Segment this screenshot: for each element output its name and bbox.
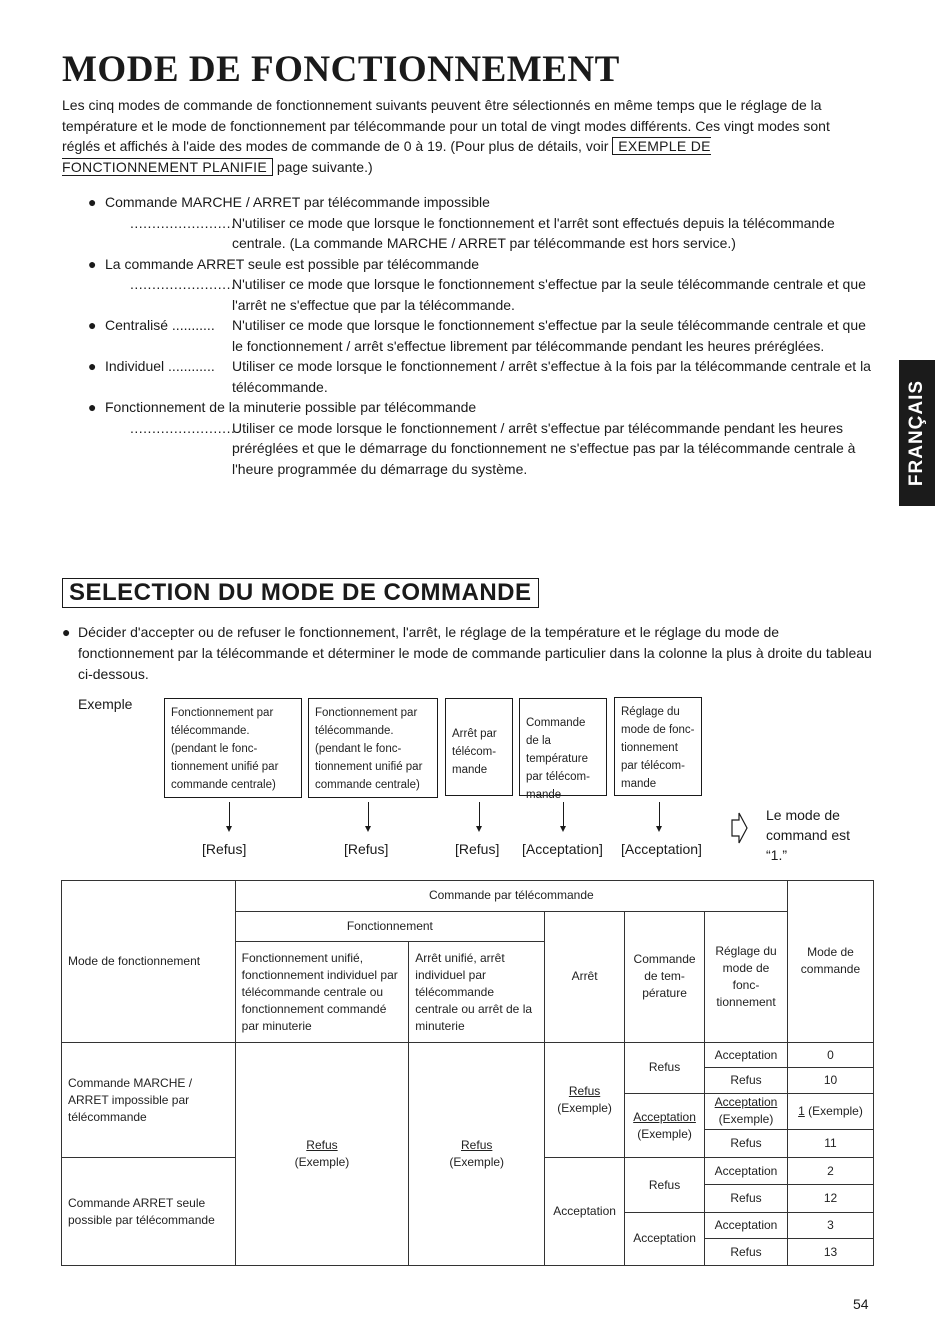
arrow-line — [659, 802, 660, 826]
down-arrow-icon — [560, 826, 566, 832]
cell-mode-number: 13 — [787, 1239, 873, 1266]
list-item-desc: N'utiliser ce mode que lorsque le fonctionnement s'effectue par la seule télécommande centrale et que le fonctionnement / arrêt s'effectue librement par télécommande pendant les heures préréglées. — [232, 317, 866, 354]
bullet-icon: ● — [88, 399, 97, 415]
cell-mode-number: 12 — [787, 1185, 873, 1213]
list-item — [88, 397, 878, 479]
header-unified-stop: Arrêt unifié, arrêt individuel par télécommande centrale ou arrêt de la minuterie — [409, 942, 545, 1042]
page-number: 54 — [853, 1296, 869, 1312]
list-item-desc-wrap — [88, 213, 878, 254]
cell-mode-number: 11 — [787, 1129, 873, 1158]
example-label: Exemple — [78, 696, 133, 712]
schedule-example-reference: EXEMPLE DE FONCTIONNEMENT PLANIFIE — [62, 138, 711, 175]
down-arrow-icon — [476, 826, 482, 832]
mode-result-note-text: Le mode de command est “1.” — [766, 807, 851, 863]
cell-value: Acceptation — [633, 1109, 696, 1124]
cell-temp: Acceptation — [625, 1212, 705, 1265]
example-result: [Refus] — [455, 841, 500, 857]
cell-mode-setting: Refus — [705, 1068, 788, 1094]
example-result: [Acceptation] — [522, 841, 603, 857]
cell-mode-number: 2 — [787, 1158, 873, 1185]
header-remote-control: Commande par télécommande — [235, 881, 787, 912]
example-box-remote-operation: Fonctionnement par télécommande. (pendant le fonc- tionnement unifié par commande centrale) — [164, 698, 302, 798]
bullet-icon: ● — [88, 255, 97, 272]
cell-refus-example — [235, 1042, 409, 1265]
bullet-icon: ● — [88, 317, 97, 333]
cell-mode-setting: Acceptation — [705, 1212, 788, 1239]
section-paragraph — [62, 622, 872, 685]
cell-temp-example — [625, 1093, 705, 1157]
mode-list — [88, 192, 878, 479]
cell-value: Refus — [461, 1137, 493, 1152]
cell-value: (Exemple) — [294, 1154, 350, 1169]
leader-dots: ........... — [171, 317, 215, 333]
right-arrow-icon — [730, 810, 750, 846]
list-item — [88, 192, 878, 254]
cell-value: (Exemple) — [808, 1103, 863, 1118]
header-unified-operation: Fonctionnement unifié, fonctionnement individuel par télécommande centrale ou fonctionnement commandé par minuterie — [235, 942, 409, 1042]
list-item-title: La commande ARRET seule est possible par télécommande — [105, 255, 480, 272]
header-temperature: Commande de tem- pérature — [625, 911, 705, 1042]
list-item-desc: N'utiliser ce mode que lorsque le fonctionnement et l'arrêt sont effectués depuis la télécommande centrale. (La commande MARCHE / ARRET par télécommande est hors service.) — [232, 214, 835, 251]
header-operation-mode: Mode de fonctionnement — [62, 881, 236, 1043]
cell-stop-refus-example — [545, 1042, 625, 1158]
bullet-icon: ● — [88, 358, 97, 374]
cell-value: Refus — [568, 1084, 601, 1099]
cell-mode-setting: Acceptation — [705, 1158, 788, 1185]
example-box-temperature: Commande de la température par télécom- mande — [519, 698, 607, 796]
control-mode-table — [61, 880, 874, 1266]
intro-text-1: Les cinq modes de commande de fonctionnement suivants peuvent être sélectionnés en même temps que le réglage de la température et le mode de fonctionnement par télécommande pour un total de vingt modes différents. Ces vingt modes sont réglés et affichés à l'aide des modes de commande de 0 à 19. (Pour plus de détails, voir — [62, 97, 830, 154]
language-tab — [899, 360, 935, 506]
page-title: MODE DE FONCTIONNEMENT — [62, 49, 620, 90]
cell-mode-setting: Refus — [705, 1239, 788, 1266]
cell-temp: Refus — [625, 1158, 705, 1212]
list-item-label-wrap — [105, 356, 215, 377]
arrow-line — [368, 802, 369, 826]
section-title: SELECTION DU MODE DE COMMANDE — [62, 578, 539, 608]
leader-dots: ........................ — [130, 419, 236, 436]
arrow-line — [479, 802, 480, 826]
example-result: [Acceptation] — [621, 841, 702, 857]
leader-dots: ........................ — [130, 276, 236, 292]
list-item-desc: N'utiliser ce mode que lorsque le fonctionnement s'effectue par la seule télécommande centrale et que l'arrêt ne s'effectue que par la télécommande. — [232, 276, 866, 313]
cell-value: (Exemple) — [449, 1154, 505, 1169]
bullet-icon: ● — [62, 624, 71, 640]
example-result: [Refus] — [344, 841, 389, 857]
cell-mode-number: 10 — [787, 1068, 873, 1094]
cell-value: (Exemple) — [557, 1101, 612, 1116]
leader-dots: ............ — [168, 358, 215, 374]
language-tab-label: FRANÇAIS — [906, 379, 928, 487]
list-item — [88, 356, 878, 397]
cell-refus-example — [409, 1042, 545, 1265]
header-mode-setting: Réglage du mode de fonc- tionnement — [705, 911, 788, 1042]
list-item-title: Individuel — [105, 358, 165, 374]
cell-stop: Acceptation — [545, 1158, 625, 1266]
section-paragraph-text: Décider d'accepter ou de refuser le fonctionnement, l'arrêt, le réglage de la température et le réglage du mode de fonctionnement par la télécommande et déterminer le mode de commande particulier dans la colonne la plus à droite du tableau ci-dessous. — [78, 624, 872, 682]
list-item-desc-wrap — [88, 315, 878, 356]
example-box-remote-operation-2: Fonctionnement par télécommande. (pendant le fonc- tionnement unifié par commande centrale) — [308, 698, 438, 798]
mode-result-note — [766, 805, 866, 865]
list-item-label-wrap — [105, 315, 215, 336]
arrow-line — [563, 802, 564, 826]
cell-mode-setting-example — [705, 1093, 788, 1129]
cell-value: Refus — [306, 1137, 338, 1152]
row-label-stop-only: Commande ARRET seule possible par télécommande — [62, 1158, 236, 1266]
down-arrow-icon — [365, 826, 371, 832]
cell-value: (Exemple) — [637, 1126, 692, 1141]
list-item-desc-wrap — [88, 356, 878, 397]
cell-value: 1 — [798, 1103, 805, 1118]
cell-temp: Refus — [625, 1042, 705, 1093]
list-item-title: Commande MARCHE / ARRET par télécommande impossible — [105, 194, 490, 210]
example-result: [Refus] — [202, 841, 247, 857]
list-item-desc-wrap — [88, 274, 878, 315]
arrow-line — [229, 802, 230, 826]
list-item-desc: Utiliser ce mode lorsque le fonctionnement / arrêt s'effectue par télécommande pendant les heures préréglées et que le démarrage du fonctionnement ne s'effectue pas par la télécommande centrale à l'heure programmée du démarrage du système. — [232, 419, 856, 477]
list-item — [88, 254, 878, 316]
list-item-desc: Utiliser ce mode lorsque le fonctionnement / arrêt s'effectue à la fois par la télécommande centrale et la télécommande. — [232, 358, 871, 395]
list-item — [88, 315, 878, 356]
down-arrow-icon — [226, 826, 232, 832]
intro-paragraph — [62, 95, 842, 177]
cell-value: (Exemple) — [718, 1112, 774, 1127]
cell-mode-setting: Refus — [705, 1129, 788, 1158]
list-item-desc-wrap — [88, 418, 878, 480]
list-item-title: Centralisé — [105, 317, 169, 333]
leader-dots: ........................ — [130, 214, 236, 231]
list-item-title: Fonctionnement de la minuterie possible par télécommande — [105, 399, 477, 415]
down-arrow-icon — [656, 826, 662, 832]
cell-value: Acceptation — [714, 1095, 778, 1110]
header-control-mode: Mode de commande — [787, 881, 873, 1043]
bullet-icon: ● — [88, 194, 97, 210]
cell-mode-number: 0 — [787, 1042, 873, 1068]
row-label-onoff-impossible: Commande MARCHE / ARRET impossible par télécommande — [62, 1042, 236, 1158]
cell-mode-number: 3 — [787, 1212, 873, 1239]
example-box-mode-setting: Réglage du mode de fonc- tionnement par télécom- mande — [614, 697, 702, 796]
cell-mode-setting: Refus — [705, 1185, 788, 1213]
cell-mode-number-example — [787, 1093, 873, 1129]
cell-mode-setting: Acceptation — [705, 1042, 788, 1068]
header-stop: Arrêt — [545, 911, 625, 1042]
example-box-remote-stop: Arrêt par télécom- mande — [445, 698, 513, 796]
header-operation: Fonctionnement — [235, 911, 544, 942]
intro-text-2: page suivante.) — [276, 158, 373, 175]
